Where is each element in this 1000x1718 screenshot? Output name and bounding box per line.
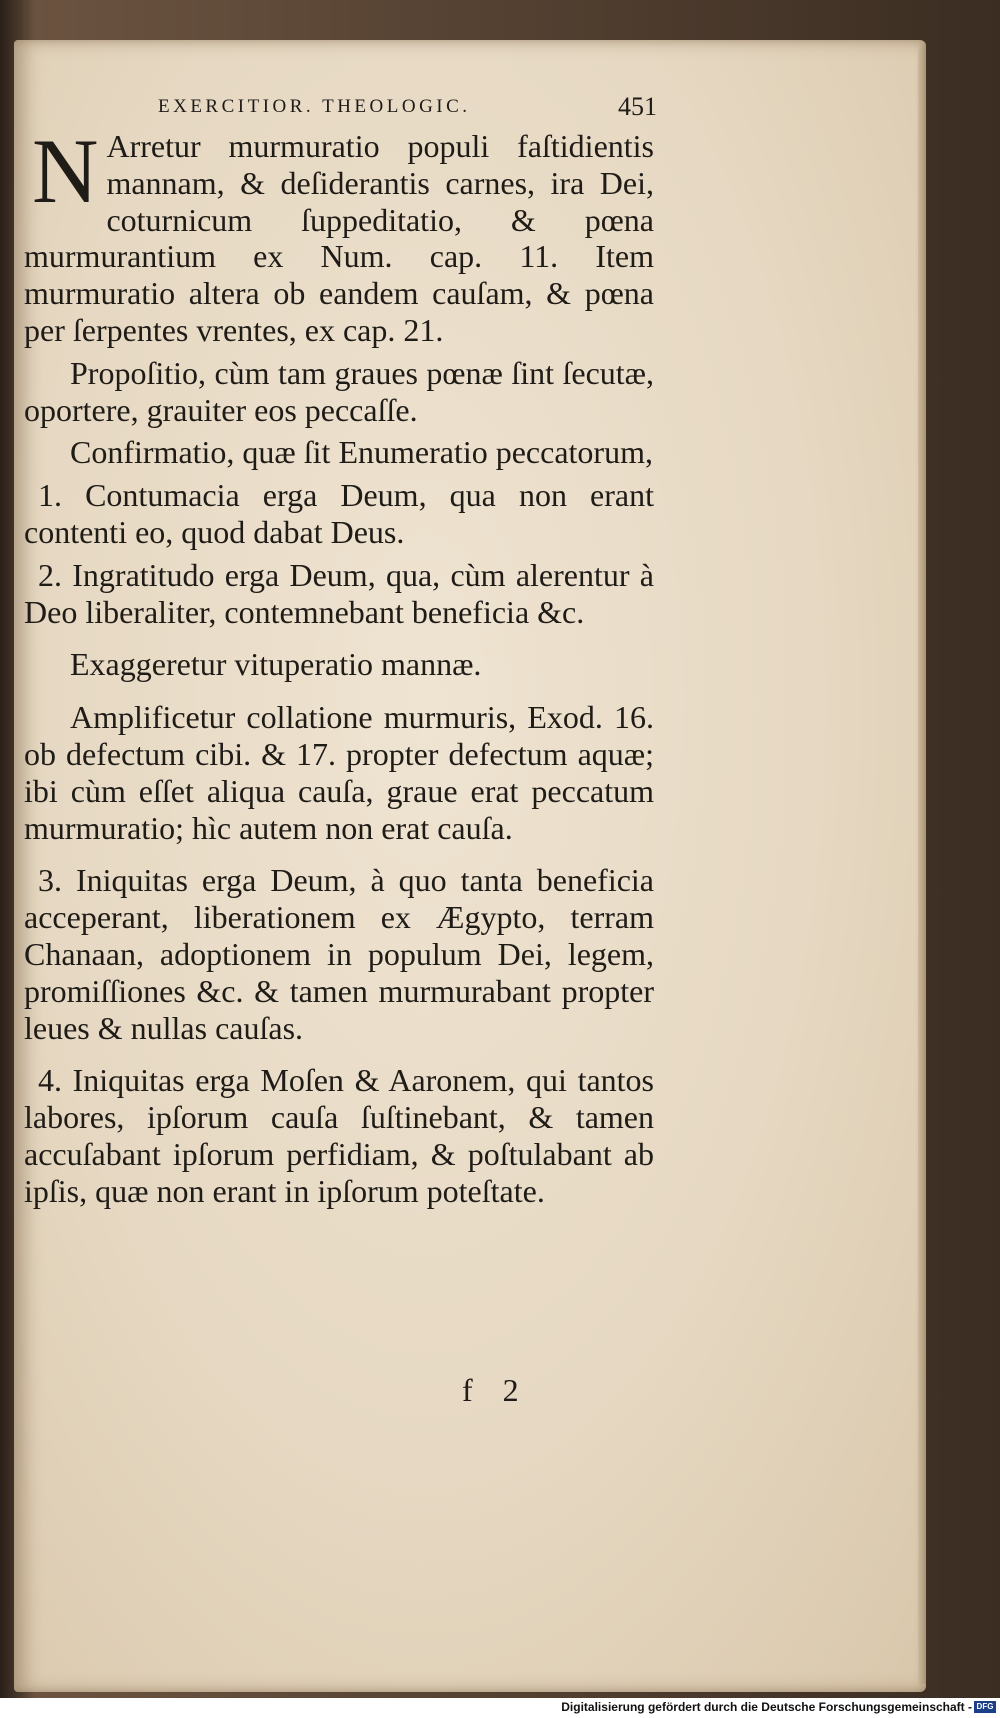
paragraph-amplificetur: Amplificetur collatione murmuris, Exod. 16. ob defectum cibi. & 17. propter defectum aquæ; ibi cùm eſſet aliqua cauſa, graue erat peccatum murmuratio; hìc autem non erat cauſa. <box>24 699 654 846</box>
paragraph-point-1: 1. Contumacia erga Deum, qua non erant contenti eo, quod dabat Deus. <box>24 477 654 550</box>
page-number: 451 <box>618 92 657 121</box>
footer-bar <box>0 1698 1000 1718</box>
paragraph-confirmatio: Confirmatio, quæ ſit Enumeratio peccatorum, <box>70 434 653 471</box>
paragraph-point-4: 4. Iniquitas erga Moſen & Aaronem, qui tantos labores, ipſorum cauſa ſuſtinebant, & tamen accuſabant ipſorum perfidiam, & poſtulabant ab ipſis, quæ non erant in ipſorum poteſtate. <box>24 1062 654 1209</box>
page-edge <box>918 44 926 1684</box>
footer-credit: Digitalisierung gefördert durch die Deutsche Forschungsgemeinschaft - <box>561 1700 972 1714</box>
paragraph-intro <box>24 120 654 349</box>
running-head: EXERCITIOR. THEOLOGIC. <box>158 96 471 117</box>
main-text <box>24 120 654 1216</box>
paragraph-point-3: 3. Iniquitas erga Deum, à quo tanta beneficia acceperant, liberationem ex Ægypto, terram Chanaan, adoptionem in populum Dei, legem, promiſſiones &c. & tamen murmurabant propter leues & nullas cauſas. <box>24 862 654 1046</box>
paragraph-propositio: Propoſitio, cùm tam graues pœnæ ſint ſecutæ, oportere, grauiter eos peccaſſe. <box>24 354 654 428</box>
dfg-logo-icon: DFG <box>974 1701 996 1713</box>
page-header <box>0 92 1000 126</box>
drop-capital: N <box>32 120 99 222</box>
paragraph-point-2: 2. Ingratitudo erga Deum, qua, cùm alerentur à Deo liberaliter, contemnebant beneficia &c. <box>24 556 654 630</box>
paragraph-exaggeretur: Exaggeretur vituperatio mannæ. <box>70 646 482 683</box>
signature-mark: f 2 <box>462 1372 519 1408</box>
paragraph-text: Arretur murmuratio populi faſtidientis mannam, & deſiderantis carnes, ira Dei, coturnicum ſuppeditatio, & pœna murmurantium ex Num. cap. 11. Item murmuratio altera ob eandem cauſam, & pœna per ſerpentes vrentes, ex cap. 21. <box>24 128 654 348</box>
